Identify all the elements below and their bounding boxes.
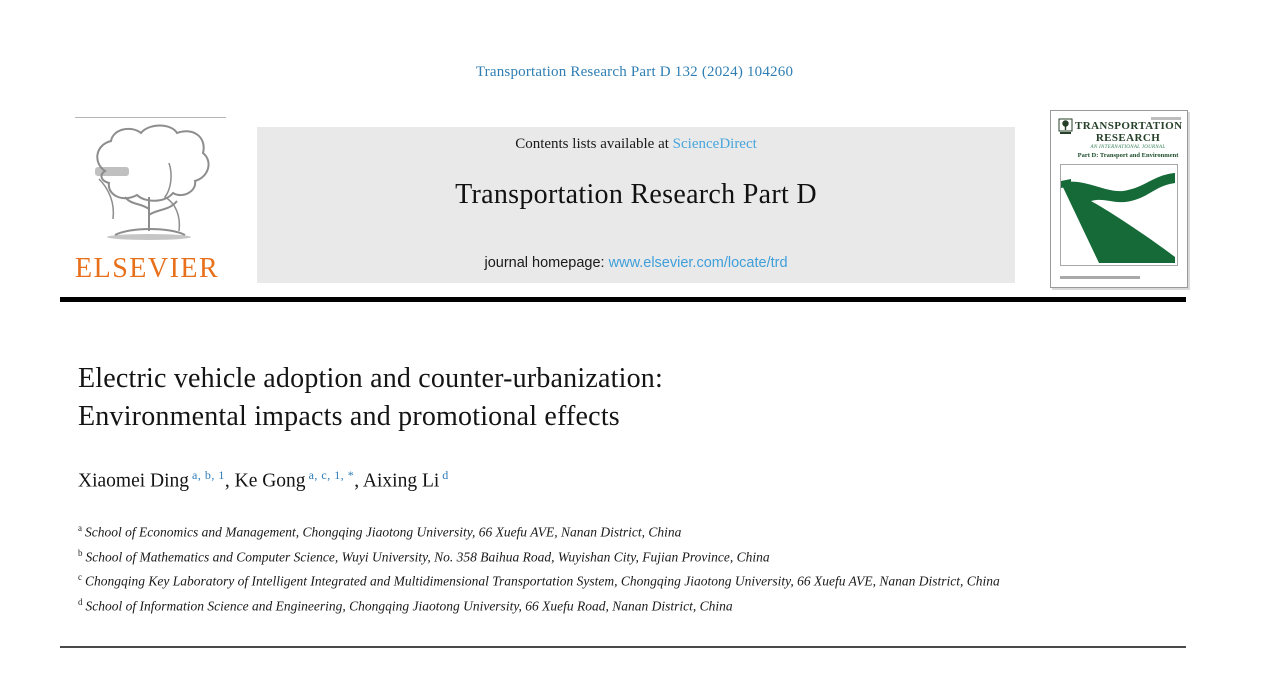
affiliation-list xyxy=(78,518,1026,616)
editors-micro-text xyxy=(1060,276,1140,279)
journal-cover-thumbnail[interactable] xyxy=(1050,110,1188,288)
author-list xyxy=(78,468,1078,493)
author-affiliation-superscript[interactable]: a, b, 1 xyxy=(192,468,225,482)
article-title xyxy=(78,360,1078,436)
affiliation-item xyxy=(78,567,1026,592)
cover-part-line: Part D: Transport and Environment xyxy=(1077,152,1179,159)
author-name: Xiaomei Ding xyxy=(78,470,190,492)
author-affiliation-superscript[interactable]: a, c, 1, * xyxy=(308,468,355,482)
cover-road-graphic xyxy=(1060,164,1178,266)
affiliation-text: School of Mathematics and Computer Science, Wuyi University, No. 358 Baihua Road, Wuyishan City, Fujian Province, China xyxy=(85,549,770,564)
affiliation-text: School of Information Science and Engineering, Chongqing Jiaotong University, 66 Xuefu Road, Nanan District, China xyxy=(85,598,733,613)
author-separator: , xyxy=(224,470,235,492)
elsevier-tree-icon xyxy=(85,123,215,251)
author-name: Aixing Li xyxy=(362,470,440,492)
affiliation-item xyxy=(78,543,1026,568)
author-name: Ke Gong xyxy=(234,470,306,492)
affiliation-text: School of Economics and Management, Chongqing Jiaotong University, 66 Xuefu AVE, Nanan District, China xyxy=(85,524,682,540)
journal-title: Transportation Research Part D xyxy=(455,179,817,210)
author-separator: , xyxy=(354,470,363,492)
cover-subtitle: AN INTERNATIONAL JOURNAL xyxy=(1090,145,1166,150)
cover-tree-icon xyxy=(1058,118,1073,135)
elsevier-logo xyxy=(75,117,226,285)
journal-homepage-link[interactable]: www.elsevier.com/locate/trd xyxy=(608,255,788,271)
cover-journal-title: TRANSPORTATION RESEARCH xyxy=(1075,120,1183,144)
divider xyxy=(75,117,226,118)
contents-list-line xyxy=(257,136,1015,153)
affiliation-marker: a xyxy=(78,523,82,533)
author-affiliation-superscript[interactable]: d xyxy=(442,468,449,482)
journal-citation-link[interactable]: Transportation Research Part D 132 (2024) 104260 xyxy=(475,64,794,80)
contents-prefix: Contents lists available at xyxy=(515,136,673,152)
affiliation-marker: c xyxy=(78,572,82,582)
affiliation-marker: d xyxy=(78,596,83,607)
affiliation-item xyxy=(78,592,1026,617)
journal-homepage-line xyxy=(257,255,1015,271)
homepage-prefix: journal homepage: xyxy=(484,255,609,271)
masthead-separator-bar xyxy=(60,297,1186,302)
affiliation-marker: b xyxy=(78,547,83,558)
article-title-line1: Electric vehicle adoption and counter-urbanization: xyxy=(78,363,663,394)
article-title-line2: Environmental impacts and promotional effects xyxy=(78,401,620,432)
section-divider-rule xyxy=(60,646,1186,648)
elsevier-wordmark: ELSEVIER xyxy=(75,253,220,284)
sciencedirect-link[interactable]: ScienceDirect xyxy=(672,136,757,152)
affiliation-text: Chongqing Key Laboratory of Intelligent Integrated and Multidimensional Transportation System, Chongqing Jiaotong University, 66 Xuefu AVE, Nanan District, China xyxy=(85,573,1000,589)
journal-masthead-banner xyxy=(257,127,1015,283)
affiliation-item xyxy=(78,518,1026,543)
